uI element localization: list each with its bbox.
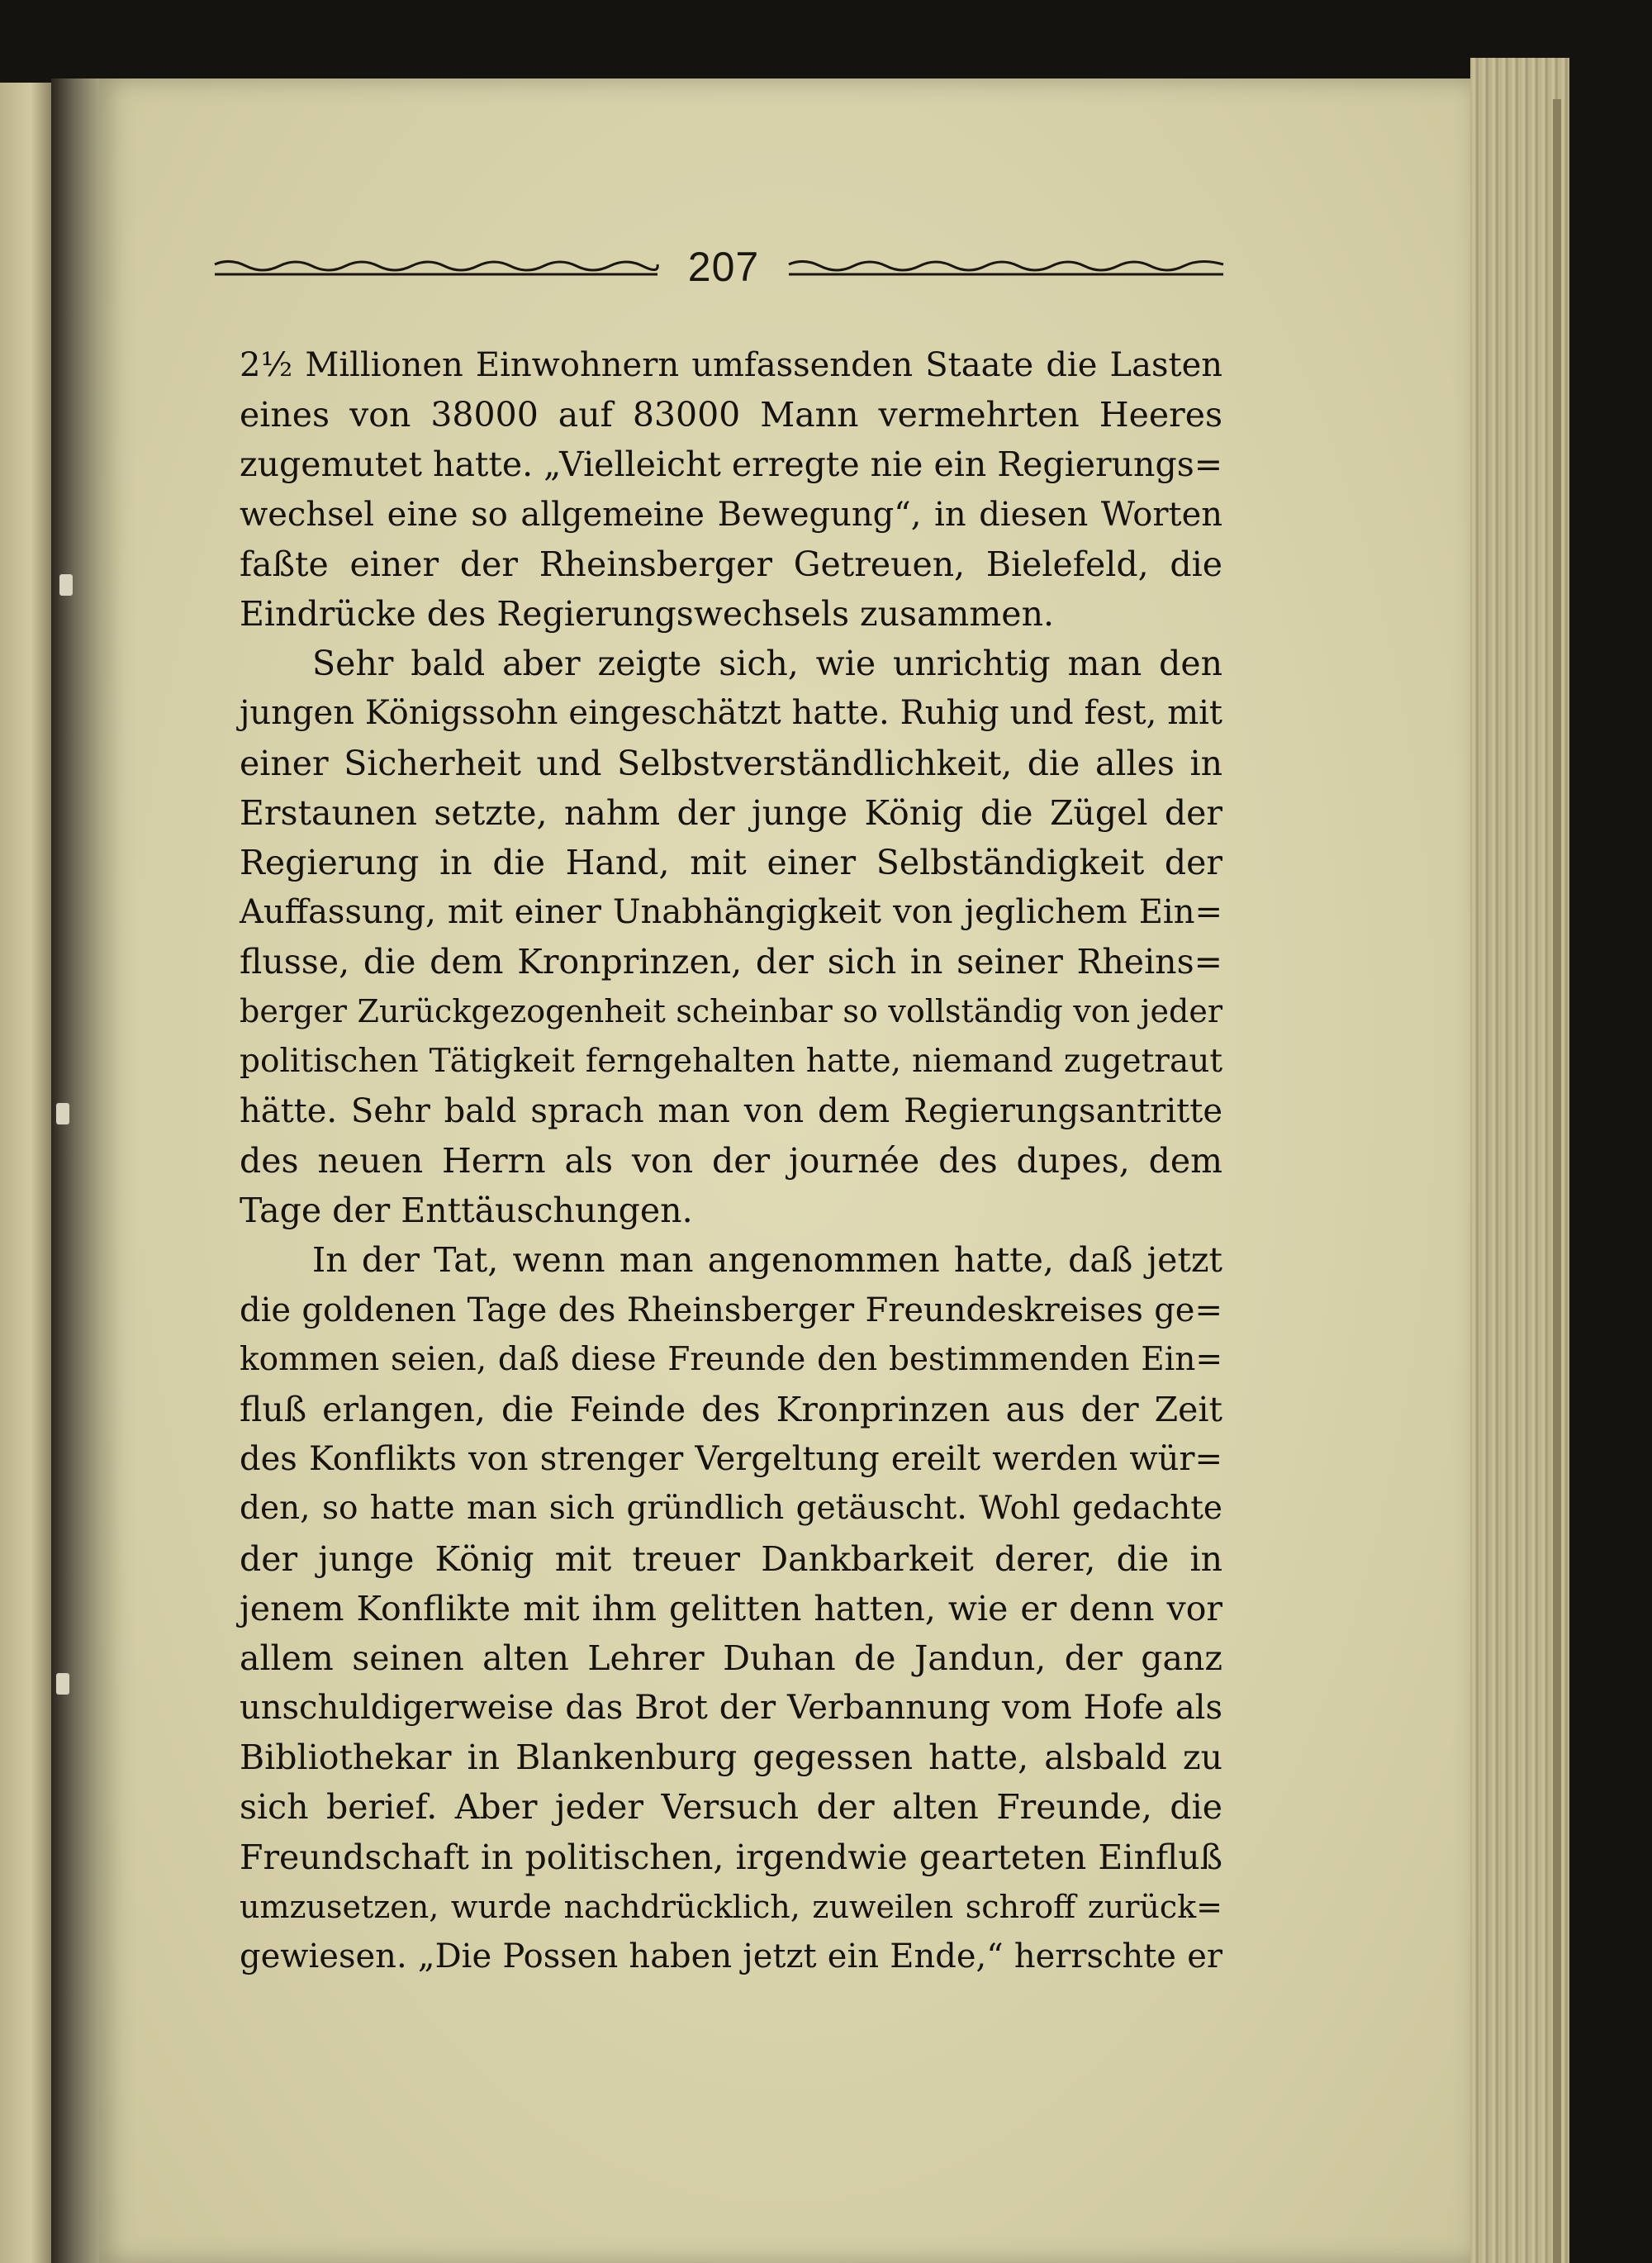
text-line: Bibliothekar in Blankenburg gegessen hatte, alsbald zu — [240, 1738, 1222, 1778]
text-line: der junge König mit treuer Dankbarkeit derer, die in — [240, 1538, 1222, 1579]
text-line: des neuen Herrn als von der journée des dupes, dem — [240, 1141, 1222, 1181]
page-number: 207 — [687, 244, 760, 290]
text-line: gewiesen. „Die Possen haben jetzt ein Ende,“ herrschte er — [240, 1937, 1222, 1975]
cover-edge — [1553, 99, 1561, 2263]
text-line: jenem Konflikte mit ihm gelitten hatten, wie er denn vor — [240, 1588, 1222, 1628]
text-line: 2½ Millionen Einwohnern umfassenden Staate die Lasten — [240, 346, 1222, 384]
text-line: zugemutet hatte. „Vielleicht erregte nie ein Regierungs= — [240, 445, 1223, 485]
ornament-border-right — [787, 259, 1225, 278]
binding-thread-mark — [59, 574, 73, 596]
text-line: Freundschaft in politischen, irgendwie gearteten Einfluß — [240, 1837, 1222, 1877]
text-line: unschuldigerweise das Brot der Verbannung vom Hofe als — [240, 1689, 1222, 1728]
page-header — [213, 243, 1225, 292]
text-line: politischen Tätigkeit ferngehalten hatte, niemand zugetraut — [240, 1042, 1222, 1080]
body-text — [240, 340, 1222, 1981]
text-line: Regierung in die Hand, mit einer Selbständigkeit der — [240, 842, 1222, 882]
text-line: Eindrücke des Regierungswechsels zusammen. — [240, 593, 1055, 634]
text-line: Erstaunen setzte, nahm der junge König die Zügel der — [240, 792, 1222, 833]
text-line: faßte einer der Rheinsberger Getreuen, Bielefeld, die — [240, 544, 1222, 584]
text-line: die goldenen Tage des Rheinsberger Freundeskreises ge= — [240, 1291, 1222, 1329]
binding-thread-mark — [56, 1103, 69, 1124]
text-line: kommen seien, daß diese Freunde den bestimmenden Ein= — [240, 1340, 1222, 1378]
text-line: des Konflikts von strenger Vergeltung ereilt werden wür= — [240, 1440, 1222, 1479]
text-line: fluß erlangen, die Feinde des Kronprinzen aus der Zeit — [240, 1389, 1222, 1429]
text-line: Sehr bald aber zeigte sich, wie unrichtig man den — [312, 644, 1222, 684]
binding-thread-mark — [56, 1673, 69, 1695]
text-line: wechsel eine so allgemeine Bewegung“, in diesen Worten — [240, 495, 1222, 534]
text-line: eines von 38000 auf 83000 Mann vermehrten Heeres — [240, 395, 1222, 435]
text-line: hätte. Sehr bald sprach man von dem Regierungsantritte — [240, 1091, 1222, 1130]
text-line: flusse, die dem Kronprinzen, der sich in seiner Rheins= — [240, 942, 1222, 982]
ornament-border-left — [213, 259, 659, 278]
text-line: Tage der Enttäuschungen. — [240, 1191, 693, 1231]
text-line: jungen Königssohn eingeschätzt hatte. Ruhig und fest, mit — [240, 694, 1222, 733]
text-line: In der Tat, wenn man angenommen hatte, daß jetzt — [312, 1240, 1222, 1281]
previous-page-edge — [0, 83, 51, 2263]
text-line: sich berief. Aber jeder Versuch der alten Freunde, die — [240, 1787, 1222, 1828]
text-line: einer Sicherheit und Selbstverständlichkeit, die alles in — [240, 743, 1222, 783]
text-line: Auffassung, mit einer Unabhängigkeit von jeglichem Ein= — [240, 893, 1222, 932]
text-line: allem seinen alten Lehrer Duhan de Jandun, der ganz — [240, 1638, 1222, 1678]
text-line: berger Zurückgezogenheit scheinbar so vollständig von jeder — [240, 993, 1222, 1030]
text-line: den, so hatte man sich gründlich getäuscht. Wohl gedachte — [240, 1490, 1222, 1528]
text-line: umzusetzen, wurde nachdrücklich, zuweilen schroff zurück= — [240, 1888, 1222, 1925]
